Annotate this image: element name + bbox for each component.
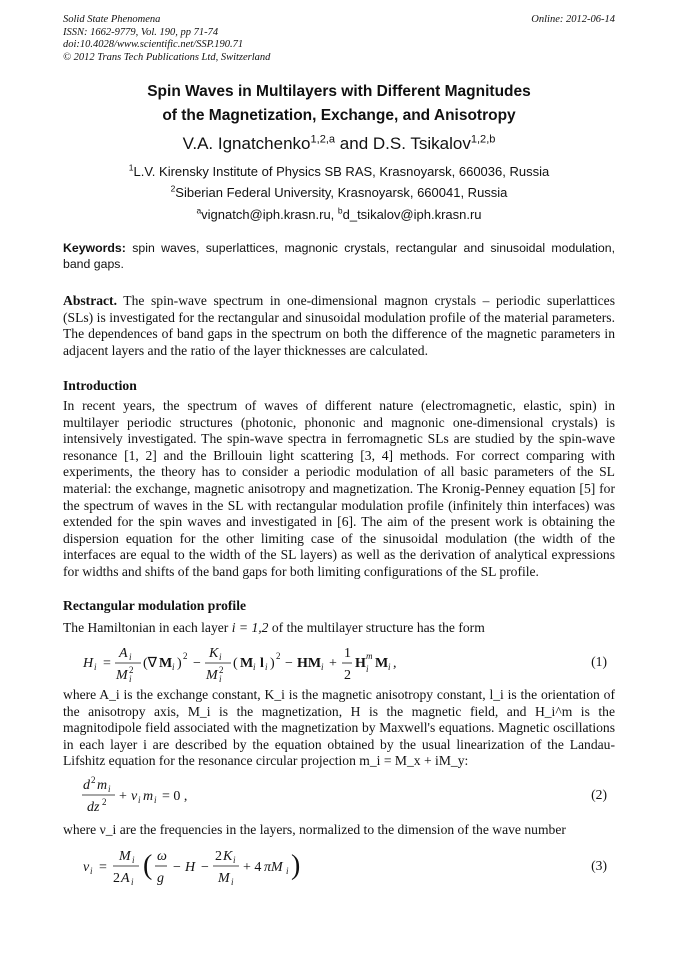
p1-text-after: of the multilayer structure has the form xyxy=(268,620,485,635)
paper-title xyxy=(40,80,638,128)
svg-text:=: = xyxy=(103,656,111,671)
svg-text:M: M xyxy=(119,849,131,864)
author-and: and xyxy=(335,134,373,153)
introduction-text: In recent years, the spectrum of waves of different nature (electromagnetic, elastic, spin) in multilayer periodic structures (photonic, phononic and magnonic one-dimensional crystals) is intensively investigated. The spin-wave spectra in ferromagnetic SLs are studied by the spin-wave resonance [1, 2] and the Brillouin light scattering [3, 4] methods. For correct comparing with experiments, the theory has to consider a periodic modulation of all basic parameters of the SL material: the exchange, magnetic anisotropy and magnetization. The Kronig-Penney equation [5] for the spectrum of waves in the SL with rectangular modulation profile (infinitely thin interfaces) was extended for the spin waves and investigated in [6]. The aim of the present work is obtaining the dispersion equation for the other limiting case of the sinusoidal modulation (the width of the interfaces are equal to the width of the SL layers) as well as the derivation of analytical expressions for widths and shifts of the band gaps for both limiting configurations of the SL profile. xyxy=(63,398,615,579)
svg-text:+ 4: + 4 xyxy=(243,860,262,875)
title-line-1: Spin Waves in Multilayers with Different Magnitudes xyxy=(147,83,531,100)
equation-2 xyxy=(63,775,615,815)
equation-3 xyxy=(63,845,615,885)
svg-text:M: M xyxy=(375,656,389,671)
svg-text:A: A xyxy=(121,871,130,886)
author-2: D.S. Tsikalov xyxy=(372,134,471,153)
affil-2-marker: 2 xyxy=(170,183,176,194)
keywords-text: spin waves, superlattices, magnonic crystals, rectangular and sinusoidal modulation, band gaps. xyxy=(63,241,615,271)
rect-paragraph-3: where ν_i are the frequencies in the layers, normalized to the dimension of the wave number xyxy=(63,822,566,837)
svg-text:M: M xyxy=(206,668,218,683)
svg-text:2: 2 xyxy=(129,665,134,675)
svg-text:2: 2 xyxy=(215,849,222,864)
svg-text:ν: ν xyxy=(83,860,90,875)
svg-text:l: l xyxy=(260,656,264,671)
svg-text:d: d xyxy=(83,778,90,793)
svg-text:i: i xyxy=(286,866,289,876)
svg-text:,: , xyxy=(393,656,397,671)
rect-section-heading: Rectangular modulation profile xyxy=(63,598,247,613)
svg-text:i: i xyxy=(388,662,391,672)
equation-1 xyxy=(63,642,615,682)
abstract xyxy=(63,293,615,359)
svg-text:i: i xyxy=(172,662,175,672)
email-b: d_tsikalov@iph.krasn.ru xyxy=(342,207,482,222)
svg-text:m: m xyxy=(97,778,108,793)
keywords xyxy=(63,240,615,272)
svg-text:i: i xyxy=(219,674,222,684)
svg-text:K: K xyxy=(209,646,219,661)
svg-text:M: M xyxy=(159,656,173,671)
svg-text:(: ( xyxy=(143,850,153,881)
equation-3-number: (3) xyxy=(591,858,607,873)
equation-3-formula xyxy=(63,845,363,889)
affil-1-text: L.V. Kirensky Institute of Physics SB RAS, Krasnoyarsk, 660036, Russia xyxy=(133,164,550,179)
svg-text:i: i xyxy=(231,877,234,887)
svg-text:g: g xyxy=(157,871,164,886)
affil-2-text: Siberian Federal University, Krasnoyarsk, 660041, Russia xyxy=(175,185,508,200)
journal-copyright: © 2012 Trans Tech Publications Ltd, Switzerland xyxy=(63,51,271,63)
svg-text:H: H xyxy=(185,860,196,875)
online-date: Online: 2012-06-14 xyxy=(531,14,615,25)
p1-math: i = 1,2 xyxy=(231,620,269,635)
svg-text:): ) xyxy=(177,656,182,671)
abstract-text: The spin-wave spectrum in one-dimensional magnon crystals – periodic superlattices (SLs) is investigated for the rectangular and sinusoidal modulation profile of the material parameters. The dependences of band gaps in the spectrum on both the difference of the magnetic parameters in adjacent layers and the ratio of the layer thicknesses are calculated. xyxy=(63,293,615,358)
svg-text:i: i xyxy=(154,795,157,805)
email-b-marker: b xyxy=(337,205,343,216)
author-list xyxy=(40,134,638,154)
svg-text:M: M xyxy=(116,668,128,683)
email-a-marker: a xyxy=(196,205,202,216)
svg-text:−: − xyxy=(173,860,181,875)
svg-text:m: m xyxy=(366,651,373,661)
svg-text:2: 2 xyxy=(219,665,224,675)
svg-text:−: − xyxy=(201,860,209,875)
introduction-heading: Introduction xyxy=(63,378,137,393)
equation-2-number: (2) xyxy=(591,787,607,802)
svg-text:−: − xyxy=(193,656,201,671)
svg-text:(: ( xyxy=(233,656,238,671)
svg-text:K: K xyxy=(223,849,233,864)
svg-text:−: − xyxy=(285,656,293,671)
rect-paragraph-2: where A_i is the exchange constant, K_i is the magnetic anisotropy constant, l_i is the orientation of the anisotropy axis, M_i is the magnetization, H is the magnetic field, and H_i^m is the magnitodipole field associated with the magnetization by Maxwell's equations. Magnetic oscillations in each layer i are described by the equation obtained by the usual linearization of the Landau-Lifshitz equation for the resonance circular projection m_i = M_x + iM_y: xyxy=(63,687,615,769)
svg-text:m: m xyxy=(143,789,154,804)
affil-1-marker: 1 xyxy=(128,162,134,173)
svg-text:i: i xyxy=(132,855,135,865)
svg-text:i: i xyxy=(129,652,132,662)
svg-text:i: i xyxy=(265,662,268,672)
svg-text:2: 2 xyxy=(183,651,188,661)
svg-text:+: + xyxy=(119,789,127,804)
svg-text:2: 2 xyxy=(344,668,351,683)
author-2-affil: 1,2,b xyxy=(470,133,496,146)
svg-text:= 0 ,: = 0 , xyxy=(162,789,188,804)
abstract-label: Abstract. xyxy=(63,293,117,308)
keywords-label: Keywords: xyxy=(63,241,126,255)
journal-doi: doi:10.4028/www.scientific.net/SSP.190.71 xyxy=(63,39,244,50)
svg-text:i: i xyxy=(138,795,141,805)
equation-1-formula xyxy=(63,642,483,684)
svg-text:2: 2 xyxy=(102,797,107,807)
svg-text:M: M xyxy=(240,656,254,671)
email-a: vignatch@iph.krasn.ru, xyxy=(201,207,338,222)
svg-text:i: i xyxy=(90,866,93,876)
svg-text:M: M xyxy=(218,871,230,886)
p1-text-before: The Hamiltonian in each layer xyxy=(63,620,232,635)
equation-1-number: (1) xyxy=(591,654,607,669)
svg-text:1: 1 xyxy=(344,646,351,661)
svg-text:i: i xyxy=(131,877,134,887)
svg-text:): ) xyxy=(291,850,301,881)
affiliation-1 xyxy=(40,164,638,179)
svg-text:πM: πM xyxy=(264,860,283,875)
svg-text:i: i xyxy=(253,662,256,672)
journal-name: Solid State Phenomena xyxy=(63,14,161,25)
svg-text:dz: dz xyxy=(87,800,100,815)
svg-text:2: 2 xyxy=(91,775,96,785)
title-line-2: of the Magnetization, Exchange, and Anisotropy xyxy=(162,107,516,124)
svg-text:2: 2 xyxy=(113,871,120,886)
affiliation-2 xyxy=(40,185,638,200)
svg-text:i: i xyxy=(219,652,222,662)
svg-text:): ) xyxy=(270,656,275,671)
svg-text:=: = xyxy=(99,860,107,875)
svg-text:(∇: (∇ xyxy=(143,656,158,671)
svg-text:i: i xyxy=(233,855,236,865)
rect-paragraph-1 xyxy=(63,620,615,637)
equation-2-formula xyxy=(63,775,263,817)
svg-text:ω: ω xyxy=(157,849,167,864)
author-1: V.A. Ignatchenko xyxy=(182,134,311,153)
svg-text:+: + xyxy=(329,656,337,671)
svg-text:2: 2 xyxy=(276,651,281,661)
svg-text:i: i xyxy=(108,784,111,794)
svg-text:H: H xyxy=(83,656,94,671)
svg-text:i: i xyxy=(321,662,324,672)
svg-text:HM: HM xyxy=(297,656,322,671)
svg-text:ν: ν xyxy=(131,789,138,804)
svg-text:H: H xyxy=(355,656,366,671)
svg-text:i: i xyxy=(366,664,369,674)
svg-text:A: A xyxy=(119,646,128,661)
author-1-affil: 1,2,a xyxy=(310,133,336,146)
email-line xyxy=(40,207,638,222)
svg-text:i: i xyxy=(94,662,97,672)
svg-text:i: i xyxy=(129,674,132,684)
journal-header xyxy=(63,14,615,64)
journal-issn: ISSN: 1662-9779, Vol. 190, pp 71-74 xyxy=(63,26,219,38)
